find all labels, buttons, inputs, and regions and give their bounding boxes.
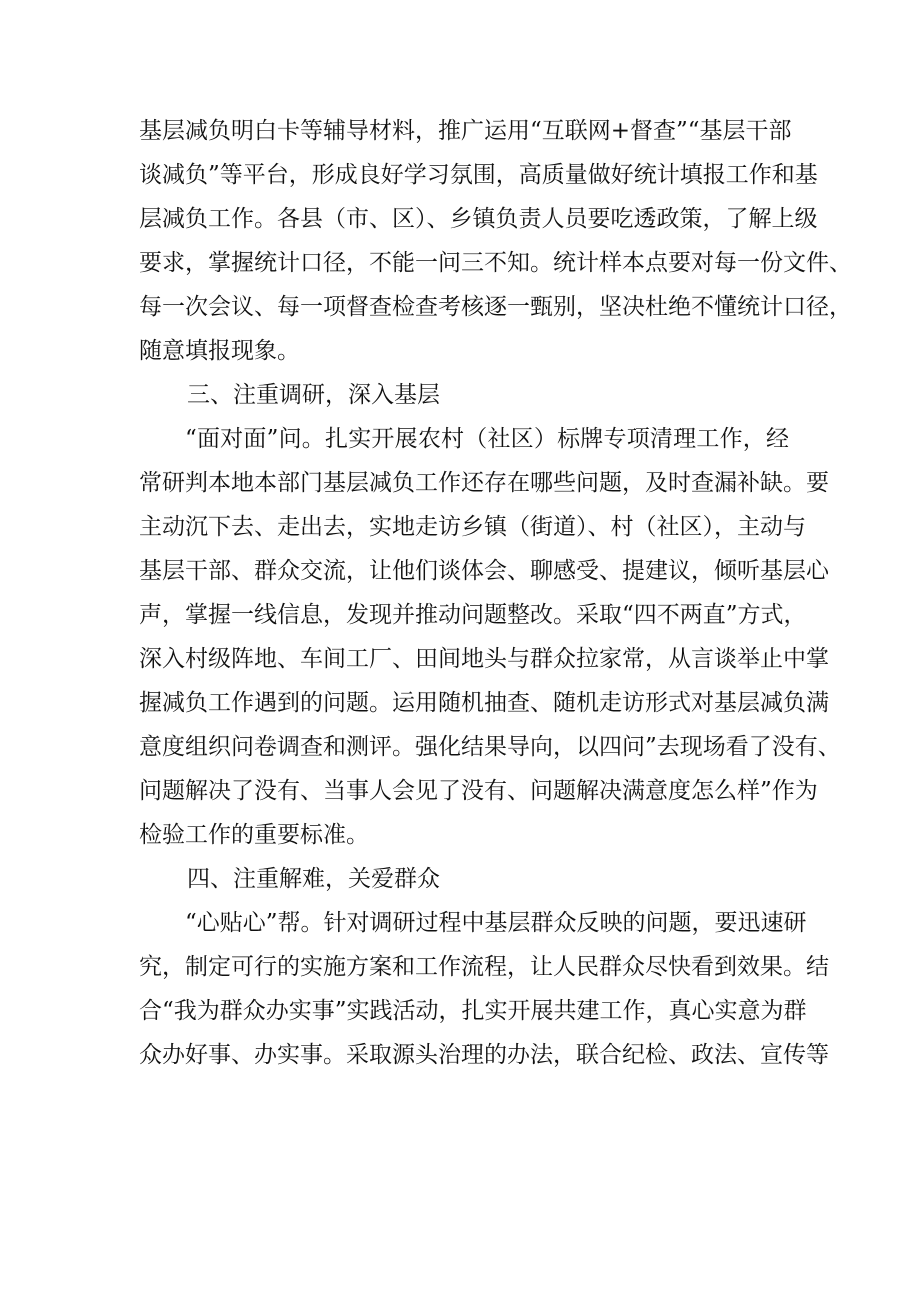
- paragraph-line: 基层干部、群众交流，让他们谈体会、聊感受、提建议，倾听基层心: [139, 558, 829, 584]
- paragraph-line: 意度组织问卷调查和测评。强化结果导向，以四问”去现场看了没有、: [139, 734, 841, 760]
- paragraph-line: 主动沉下去、走出去，实地走访乡镇（街道）、村（社区），主动与: [139, 514, 806, 540]
- paragraph-line: 每一次会议、每一项督查检查考核逐一甄别，坚决杜绝不懂统计口径，: [139, 294, 852, 320]
- paragraph-line: 合“我为群众办实事”实践活动，扎实开展共建工作，真心实意为群: [139, 998, 807, 1024]
- paragraph-line: 随意填报现象。: [139, 338, 300, 364]
- section-heading-3: 三、注重调研，深入基层: [187, 382, 440, 408]
- paragraph-line: 众办好事、办实事。采取源头治理的办法，联合纪检、政法、宣传等: [139, 1042, 829, 1068]
- paragraph-line: 问题解决了没有、当事人会见了没有、问题解决满意度怎么样”作为: [139, 778, 818, 804]
- paragraph-1: [139, 109, 852, 373]
- paragraph-line: 基层减负明白卡等辅导材料，推广运用“互联网+督查”“基层干部: [139, 118, 792, 144]
- paragraph-line: 深入村级阵地、车间工厂、田间地头与群众拉家常，从言谈举止中掌: [139, 646, 829, 672]
- paragraph-line: 究，制定可行的实施方案和工作流程，让人民群众尽快看到效果。结: [139, 954, 829, 980]
- paragraph-line: 声，掌握一线信息，发现并推动问题整改。采取“四不两直”方式，: [139, 602, 807, 628]
- paragraph-line: 层减负工作。各县（市、区）、乡镇负责人员要吃透政策，了解上级: [139, 206, 818, 232]
- paragraph-line: 常研判本地本部门基层减负工作还存在哪些问题，及时查漏补缺。要: [139, 470, 829, 496]
- section-heading-4: 四、注重解难，关爱群众: [187, 866, 440, 892]
- paragraph-3: [139, 901, 829, 1077]
- paragraph-line: 握减负工作遇到的问题。运用随机抽查、随机走访形式对基层减负满: [139, 690, 829, 716]
- paragraph-line: 谈减负”等平台，形成良好学习氛围，高质量做好统计填报工作和基: [139, 162, 818, 188]
- paragraph-2: [139, 417, 841, 857]
- document-body: [139, 109, 852, 1077]
- paragraph-line: 检验工作的重要标准。: [139, 822, 369, 848]
- paragraph-line: 要求，掌握统计口径，不能一问三不知。统计样本点要对每一份文件、: [139, 250, 852, 276]
- paragraph-line: “心贴心”帮。针对调研过程中基层群众反映的问题，要迅速研: [185, 910, 807, 936]
- paragraph-line: “面对面”问。扎实开展农村（社区）标牌专项清理工作，经: [185, 426, 789, 452]
